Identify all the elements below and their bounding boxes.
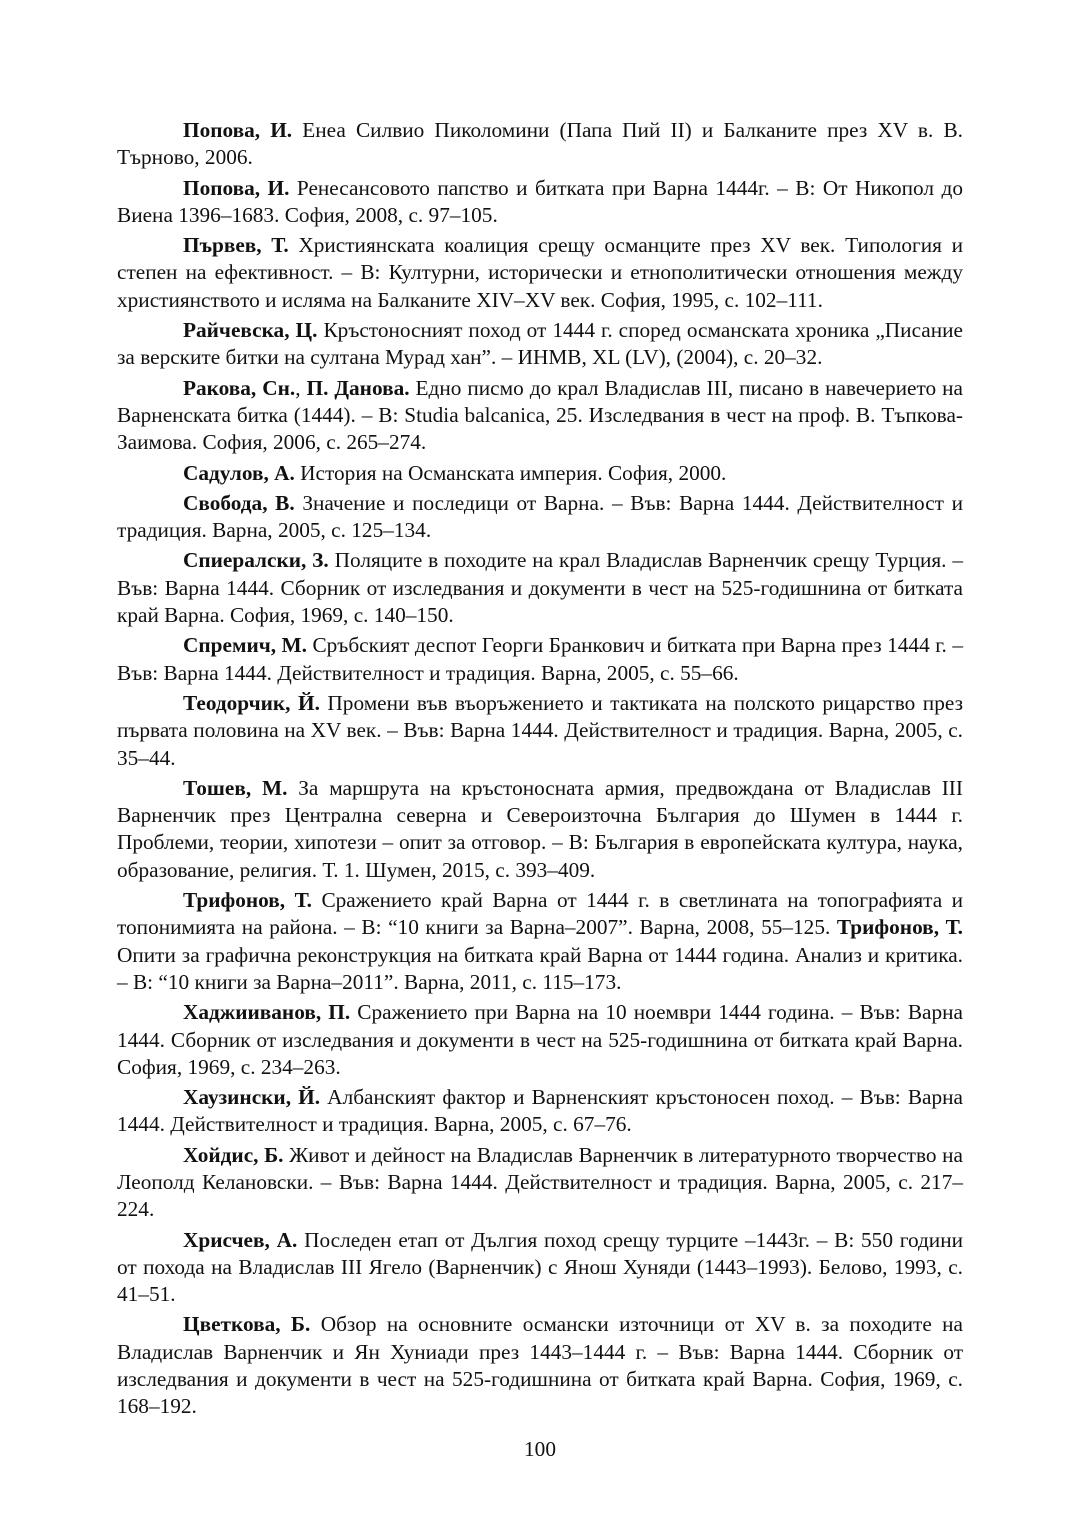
- bibliography-entry: [117, 460, 963, 487]
- entry-author: Хойдис, Б.: [183, 1142, 284, 1167]
- entry-second-text: Опити за графична реконструкция на битката край Варна от 1444 година. Анализ и критика. – В: “10 книги за Варна–2011”. Варна, 2011, с. 115–173.: [117, 942, 963, 994]
- bibliography-entry: [117, 690, 963, 772]
- bibliography-entry: [117, 775, 963, 884]
- entry-author: Попова, И.: [183, 118, 293, 142]
- bibliography-entry: [117, 375, 963, 457]
- bibliography-entry: [117, 1227, 963, 1309]
- bibliography-entry: [117, 1142, 963, 1224]
- entry-text: Едно писмо до крал Владислав III, писано в навечерието на Варненската битка (1444). – В: Studia balcanica, 25. Изследвания в чест на проф. В. Тъпкова-Заимова. София, 2006, с. 265–274.: [117, 375, 963, 455]
- page-number: 100: [524, 1437, 556, 1461]
- entry-text: Християнската коалиция срещу османците през XV век. Типология и степен на ефективност. – В: Културни, исторически и етнополитически отношения между християнството и исляма на Балканите XIV–XV век. София, 1995, с. 102–111.: [117, 233, 963, 312]
- entry-author: Садулов, А.: [183, 460, 295, 485]
- entry-text: Поляците в походите на крал Владислав Варненчик срещу Турция. – Във: Варна 1444. Сборник от изследвания и документи в чест на 525-годишнина от битката край Варна. София, 1969, с. 140–150.: [117, 548, 963, 628]
- bibliography-entry: [117, 999, 963, 1081]
- entry-author: Хрисчев, А.: [183, 1227, 298, 1252]
- entry-author: Спремич, М.: [183, 633, 307, 658]
- entry-author: Хаузински, Й.: [183, 1085, 321, 1110]
- entry-text: Последен етап от Дългия поход срещу турците –1443г. – В: 550 години от похода на Владислав III Ягело (Варненчик) с Янош Хуняди (1443–1993). Белово, 1993, с. 41–51.: [117, 1227, 964, 1307]
- entry-text: Албанският фактор и Варненският кръстоносен поход. – Във: Варна 1444. Действителност и традиция. Варна, 2005, с. 67–76.: [117, 1085, 963, 1137]
- bibliography-entry: [117, 117, 963, 172]
- entry-author: Теодорчик, Й.: [183, 690, 320, 715]
- entry-text: За маршрута на кръстоносната армия, предвождана от Владислав III Варненчик през Централна северна и Североизточна България до Шумен в 1444 г. Проблеми, теории, хипотези – опит за отговор. – В: България в европейската култура, наука, образование, религия. Т. 1. Шумен, 2015, с. 393–409.: [117, 775, 963, 882]
- entry-author: Попова, И.: [183, 175, 290, 200]
- entry-text: Кръстоносният поход от 1444 г. според османската хроника „Писание за верските битки на султана Мурад хан”. – ИНМВ, XL (LV), (2004), с. 20–32.: [117, 318, 963, 370]
- entry-author: Свобода, В.: [183, 490, 295, 515]
- entry-author: Хаджииванов, П.: [183, 1000, 351, 1025]
- entry-text: Сражението край Варна от 1444 г. в светлината на топографията и топонимията на района. – В: “10 книги за Варна–2007”. Варна, 2008, 55–125.: [117, 888, 964, 940]
- entry-text: Живот и дейност на Владислав Варненчик в литературното творчество на Леополд Келановски. – Във: Варна 1444. Действителност и традиция. Варна, 2005, с. 217–224.: [117, 1142, 963, 1222]
- bibliography-entry: [117, 887, 963, 996]
- entry-author: Трифонов, Т.: [183, 888, 312, 913]
- bibliography-entry: [117, 175, 963, 230]
- entry-author: Спиералски, З.: [183, 548, 329, 573]
- entry-author: Първев, Т.: [183, 233, 289, 258]
- entry-text: Значение и последици от Варна. – Във: Варна 1444. Действителност и традиция. Варна, 2005, с. 125–134.: [117, 490, 963, 543]
- entry-author: Тошев, М.: [183, 775, 288, 800]
- entry-author: Ракова, Сн.: [183, 375, 296, 400]
- entry-text: Сръбският деспот Георги Бранкович и битката при Варна през 1444 г. – Във: Варна 1444. Действителност и традиция. Варна, 2005, с. 55–66.: [117, 633, 963, 685]
- bibliography-entry: [117, 632, 963, 687]
- bibliography-entry: [117, 317, 963, 372]
- entry-author: Цветкова, Б.: [183, 1312, 311, 1337]
- entry-text: История на Османската империя. София, 2000.: [294, 460, 727, 485]
- entry-text: Промени във въоръжението и тактиката на полското рицарство през първата половина на XV век. – Във: Варна 1444. Действителност и традиция. Варна, 2005, с. 35–44.: [117, 690, 963, 770]
- entry-second-author: Трифонов, Т.: [836, 915, 963, 940]
- entry-text: Сражението при Варна на 10 ноември 1444 година. – Във: Варна 1444. Сборник от изследвания и документи в чест на 525-годишнина от битката край Варна. София, 1969, с. 234–263.: [117, 1000, 963, 1079]
- entry-text: Енеа Силвио Пиколомини (Папа Пий II) и Балканите през XV в. В. Търново, 2006.: [117, 118, 963, 170]
- bibliography-list: [117, 117, 963, 1424]
- entry-text: Обзор на основните османски източници от XV в. за походите на Владислав Варненчик и Ян Хуниади през 1443–1444 г. – Във: Варна 1444. Сборник от изследвания и документи в чест на 525-годишнина от битката край Варна. София, 1969, с. 168–192.: [117, 1312, 963, 1419]
- entry-text: Ренесансовото папство и битката при Варна 1444г. – В: От Никопол до Виена 1396–1683. София, 2008, с. 97–105.: [117, 175, 963, 227]
- entry-coauthor: П. Данова.: [306, 375, 410, 400]
- bibliography-entry: [117, 547, 963, 629]
- bibliography-entry: [117, 1084, 963, 1139]
- entry-author: Райчевска, Ц.: [183, 318, 318, 343]
- bibliography-entry: [117, 490, 963, 545]
- bibliography-entry: [117, 232, 963, 314]
- bibliography-entry: [117, 1311, 963, 1420]
- entry-separator: ,: [295, 375, 307, 400]
